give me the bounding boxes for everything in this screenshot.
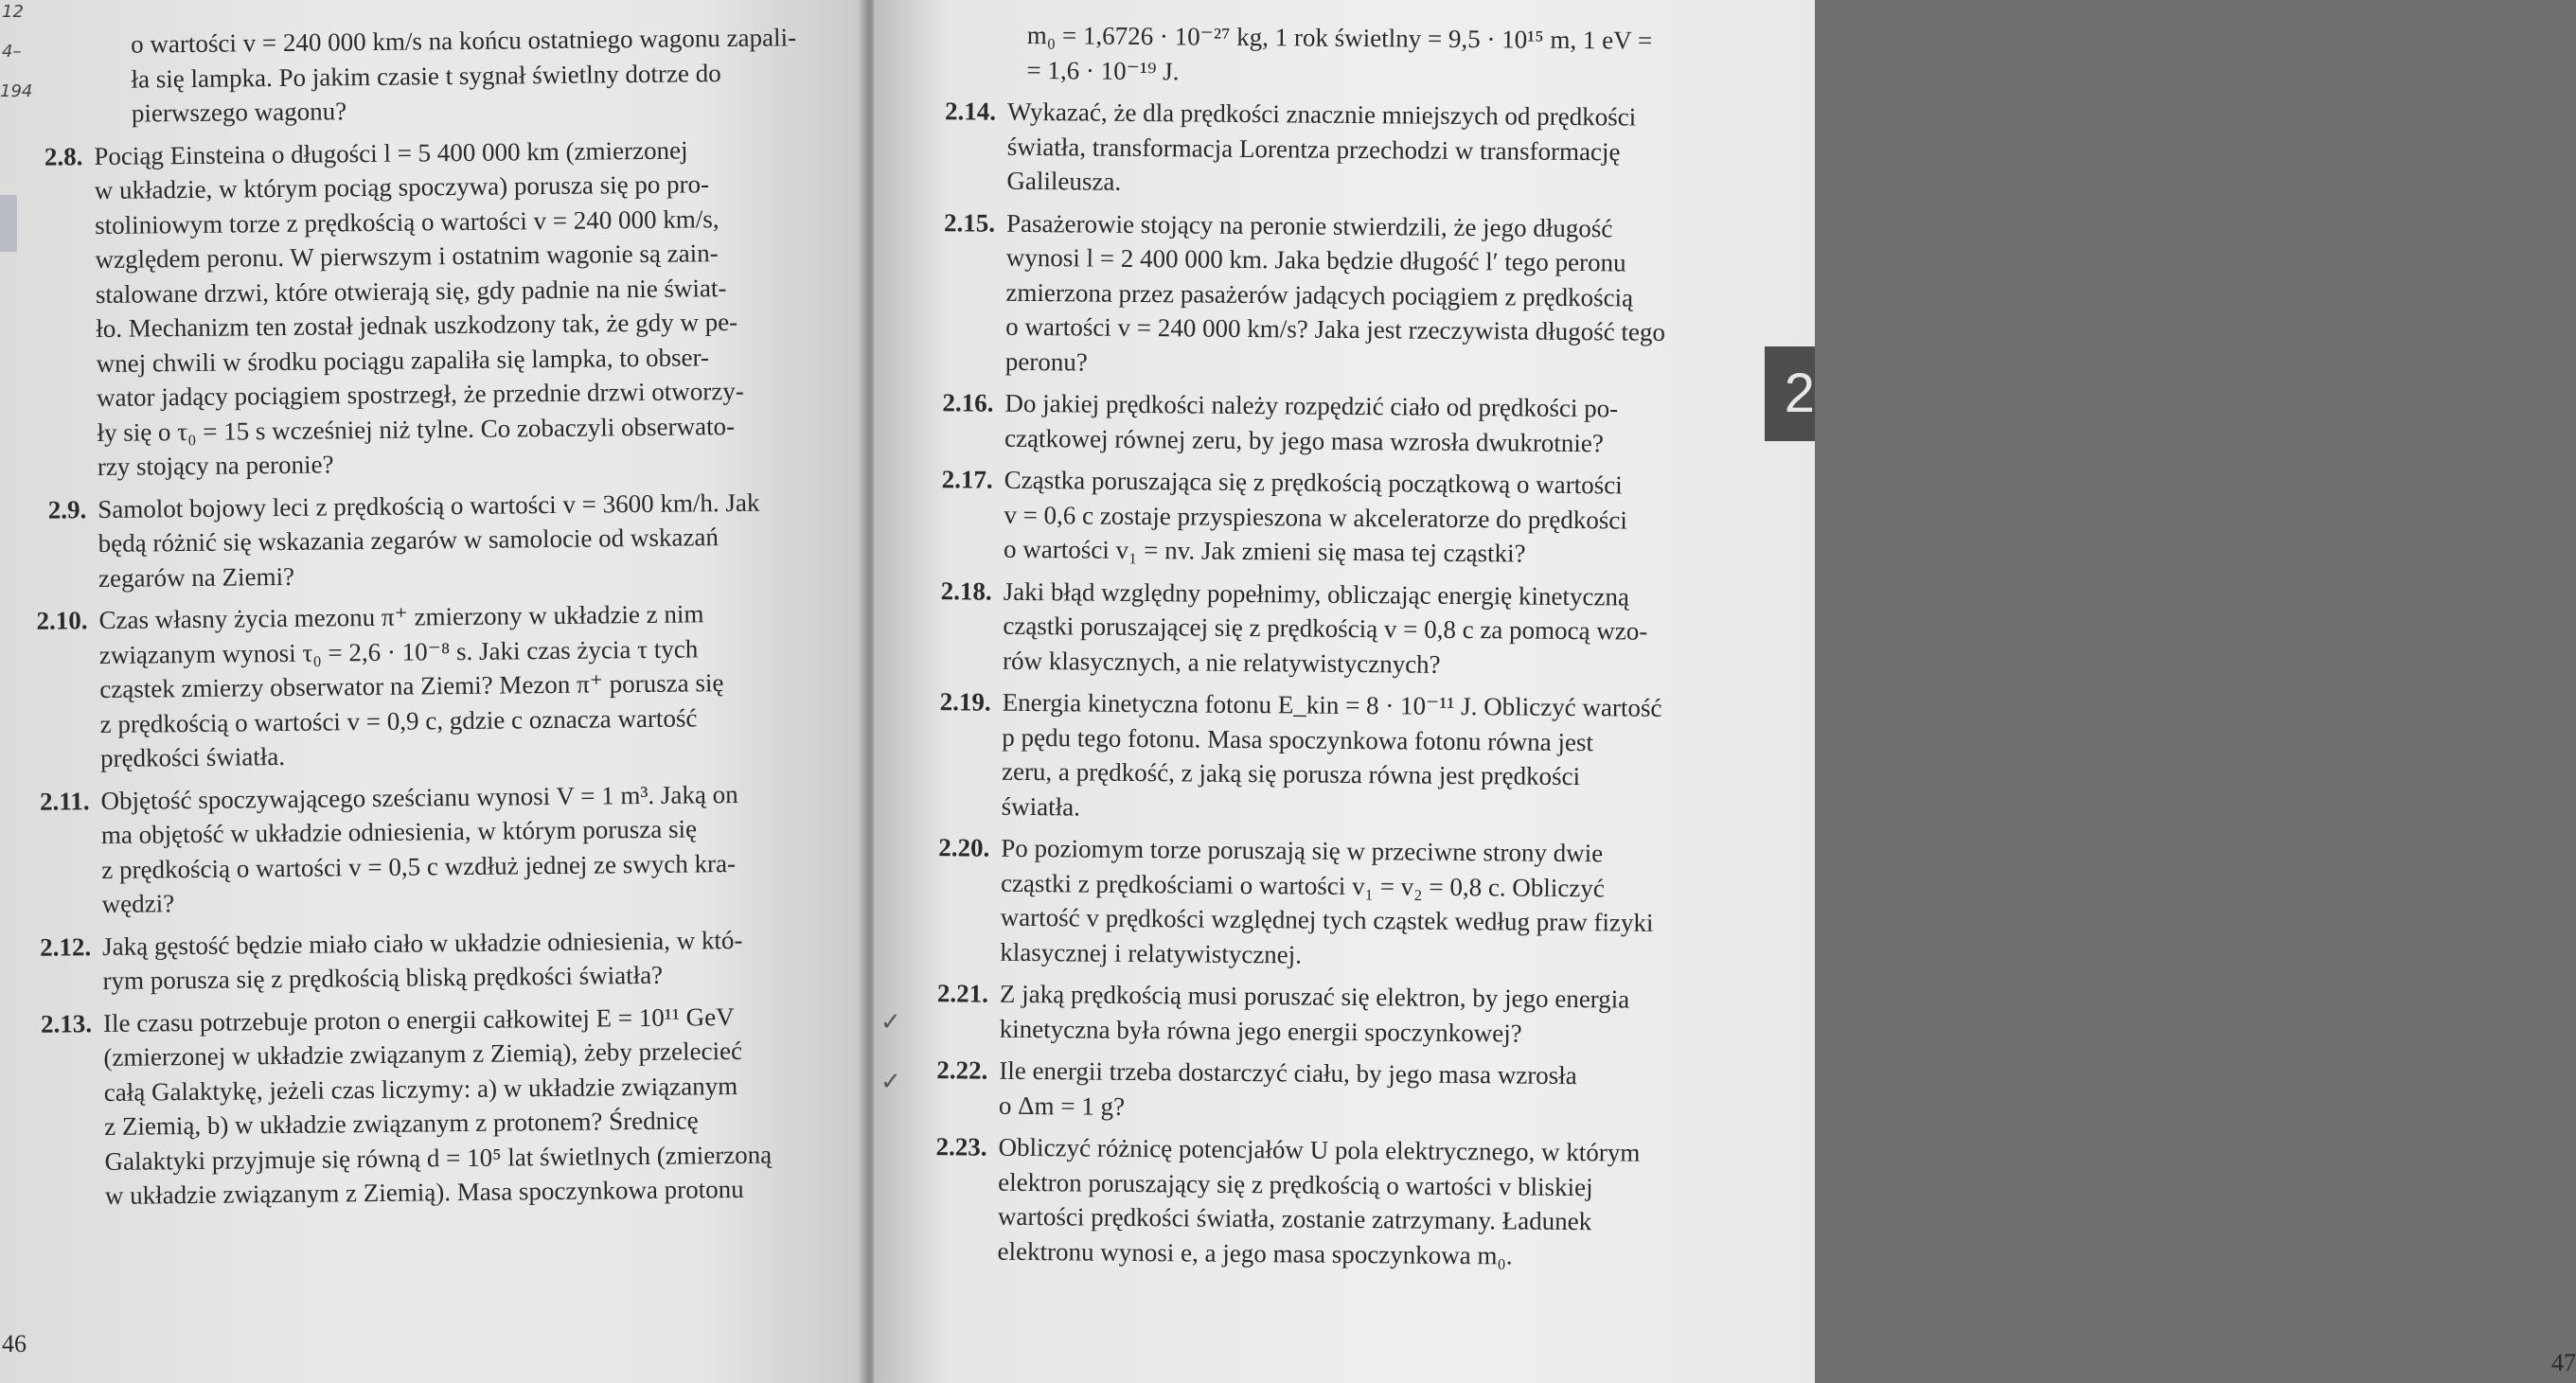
- problem-number: 2.19.: [939, 687, 991, 717]
- text-line: rzy stojący na peronie?: [97, 450, 334, 482]
- text-line: = 1,6 · 10⁻¹⁹ J.: [1026, 55, 1180, 85]
- text-line: światła, transformacja Lorentza przechodzi w transformację: [1006, 132, 1621, 166]
- continued-text: [8, 20, 842, 133]
- text-line: w układzie związanym z Ziemią). Masa spoczynkowa protonu: [104, 1174, 744, 1210]
- problem-text: [1000, 831, 1768, 976]
- text-line: (zmierzonej w układzie związanym z Ziemią), żeby przelecieć: [103, 1036, 743, 1072]
- text-line: v = 0,6 c zostaje przyspieszona w akceleratorze do prędkości: [1004, 500, 1627, 535]
- text-line: zeru, a prędkość, z jaką się porusza równa jest prędkości: [1001, 756, 1581, 791]
- problem-number: 2.9.: [47, 494, 87, 524]
- problem-2-22: [914, 1053, 1767, 1129]
- text-line: czątkowej równej zeru, by jego masa wzrosła dwukrotnie?: [1004, 423, 1604, 457]
- problem-2-11: [15, 775, 849, 922]
- problem-list: [9, 131, 853, 1214]
- text-line: Ile czasu potrzebuje proton o energii całkowitej E = 10¹¹ GeV: [102, 1002, 735, 1037]
- problem-text: [94, 131, 845, 484]
- problem-text: [1005, 205, 1774, 385]
- text-line: Pasażerowie stojący na peronie stwierdzili, że jego długość: [1005, 208, 1613, 242]
- problem-2-8: [9, 131, 845, 485]
- text-line: z prędkością o wartości v = 0,5 c wzdłuż jednej ze swych kra-: [101, 848, 737, 884]
- problem-text: [1006, 95, 1774, 205]
- text-line: prędkości światła.: [99, 741, 286, 773]
- margin-note: 4–: [2, 42, 22, 62]
- margin-note: 12: [2, 2, 24, 22]
- text-line: Energia kinetyczna fotonu E_kin = 8 · 10⁻¹¹ J. Obliczyć wartość: [1002, 687, 1662, 722]
- text-line: Pociąg Einsteina o długości l = 5 400 000 km (zmierzonej: [94, 134, 688, 170]
- text-line: Galileusza.: [1006, 166, 1122, 196]
- text-line: Cząstka poruszająca się z prędkością początkową o wartości: [1004, 465, 1623, 500]
- problem-text: [98, 595, 848, 776]
- problem-number: 2.13.: [40, 1008, 93, 1038]
- problem-2-17: [918, 462, 1771, 573]
- problem-2-14: [921, 94, 1774, 204]
- text-line: m₀ = 1,6726 · 10⁻²⁷ kg, 1 rok świetlny = 9,5 · 10¹⁵ m, 1 eV =: [1026, 20, 1653, 55]
- text-line: wartości prędkości światła, zostanie zatrzymany. Ładunek: [997, 1201, 1592, 1236]
- text-line: o wartości v₁ = nv. Jak zmieni się masa tej cząstki?: [1003, 534, 1526, 568]
- problem-number: 2.16.: [942, 388, 994, 417]
- text-line: p pędu tego fotonu. Masa spoczynkowa fotonu równa jest: [1002, 722, 1594, 756]
- problem-2-9: [12, 484, 846, 596]
- text-line: peronu?: [1004, 346, 1088, 377]
- problem-text: [1002, 685, 1769, 830]
- text-line: Z jaką prędkością musi poruszać się elektron, by jego energia: [999, 979, 1630, 1014]
- problem-text: [1004, 386, 1772, 462]
- text-line: Galaktyki przyjmuje się równą d = 10⁵ lat świetlnych (zmierzoną: [104, 1140, 773, 1176]
- problem-text: [103, 998, 853, 1213]
- text-line: o Δm = 1 g?: [998, 1090, 1126, 1121]
- problem-number: 2.12.: [40, 931, 92, 962]
- problem-text: [1000, 977, 1768, 1053]
- problem-text: [999, 1054, 1767, 1129]
- problem-number: 2.11.: [39, 786, 90, 816]
- problem-2-12: [17, 921, 851, 999]
- text-line: wynosi l = 2 400 000 km. Jaka będzie długość l′ tego peronu: [1005, 242, 1626, 277]
- text-line: Po poziomym torze poruszają się w przeciwne strony dwie: [1001, 833, 1604, 868]
- text-line: stalowane drzwi, które otwierają się, gdy padnie na nie świat-: [95, 273, 727, 309]
- problem-number: 2.10.: [36, 606, 88, 635]
- text-line: wartość v prędkości względnej tych cząstek według praw fizyki: [1000, 902, 1654, 937]
- problem-2-23: [912, 1129, 1765, 1275]
- problem-2-15: [920, 204, 1774, 384]
- text-line: zegarów na Ziemi?: [98, 561, 295, 593]
- text-line: z prędkością o wartości v = 0,9 c, gdzie c oznacza wartość: [99, 702, 698, 738]
- text-line: elektron poruszający się z prędkością o wartości v bliskiej: [998, 1167, 1593, 1201]
- page-number: 47: [2551, 1349, 2576, 1376]
- right-page: [874, 0, 2576, 1383]
- check-mark: ✓: [880, 1008, 901, 1037]
- text-line: światła.: [1001, 791, 1081, 821]
- problem-list: [912, 94, 1774, 1275]
- problem-text: [100, 775, 849, 921]
- text-line: związanym wynosi τ₀ = 2,6 · 10⁻⁸ s. Jaki czas życia τ tych: [98, 633, 699, 669]
- problem-2-13: [18, 998, 853, 1214]
- text-line: Obliczyć różnicę potencjałów U pola elektrycznego, w którym: [998, 1132, 1641, 1167]
- problem-2-20: [915, 830, 1768, 976]
- text-line: Jaką gęstość będzie miało ciało w układzie odniesienia, w któ-: [102, 925, 743, 961]
- text-line: względem peronu. W pierwszym i ostatnim wagonie są zain-: [95, 239, 719, 275]
- problem-text: [997, 1130, 1765, 1275]
- check-mark: ✓: [880, 1068, 901, 1096]
- problem-number: 2.20.: [938, 833, 990, 862]
- text-line: o wartości v = 240 000 km/s na końcu ostatniego wagonu zapali-: [131, 23, 797, 59]
- continued-text: [922, 17, 1775, 94]
- text-line: elektronu wynosi e, a jego masa spoczynkowa m₀.: [997, 1236, 1513, 1269]
- text-line: cząstek zmierzy obserwator na Ziemi? Mezon π⁺ porusza się: [99, 668, 724, 704]
- text-line: cząstki poruszającej się z prędkością v = 0,8 c za pomocą wzo-: [1003, 611, 1648, 646]
- left-page-content: [8, 20, 853, 1222]
- text-line: ła się lampka. Po jakim czasie t sygnał świetlny dotrze do: [131, 58, 721, 94]
- problem-text: [98, 484, 846, 595]
- problem-number: 2.23.: [935, 1132, 987, 1161]
- text-line: wnej chwili w środku pociągu zapaliła się lampka, to obser-: [96, 342, 710, 378]
- problem-2-18: [917, 573, 1770, 683]
- text-line: Jaki błąd względny popełnimy, obliczając energię kinetyczną: [1003, 576, 1630, 612]
- page-number: 46: [2, 1330, 27, 1357]
- problem-number: 2.22.: [936, 1055, 988, 1085]
- text-line: wator jadący pociągiem spostrzegł, że przednie drzwi otworzy-: [96, 376, 744, 413]
- text-line: Samolot bojowy leci z prędkością o wartości v = 3600 km/h. Jak: [98, 488, 760, 523]
- text-line: pierwszego wagonu?: [131, 97, 347, 128]
- text-line: klasycznej i relatywistycznej.: [1000, 937, 1303, 969]
- text-line: Czas własny życia mezonu π⁺ zmierzony w układzie z nim: [98, 599, 704, 635]
- problem-text: [1004, 463, 1771, 574]
- problem-2-21: [915, 976, 1768, 1053]
- text-line: zmierzona przez pasażerów jadących pociągiem z prędkością: [1005, 277, 1634, 312]
- chapter-tab: 2: [1765, 346, 1815, 441]
- text-line: cząstki z prędkościami o wartości v₁ = v₂ = 0,8 c. Obliczyć: [1000, 868, 1605, 902]
- text-line: Ile energii trzeba dostarczyć ciału, by jego masa wzrosła: [999, 1055, 1577, 1090]
- text-line: wędzi?: [101, 889, 175, 919]
- problem-number: 2.15.: [943, 207, 996, 238]
- problem-2-16: [919, 385, 1772, 462]
- left-page: [0, 0, 866, 1383]
- text-line: będą różnić się wskazania zegarów w samolocie od wskazań: [98, 523, 720, 559]
- text-line: rym porusza się z prędkością bliską prędkości światła?: [102, 960, 664, 996]
- text-line: Wykazać, że dla prędkości znacznie mniejszych od prędkości: [1007, 97, 1637, 132]
- text-line: całą Galaktykę, jeżeli czas liczymy: a) w układzie związanym: [103, 1071, 738, 1107]
- problem-number: 2.8.: [44, 141, 83, 171]
- text-line: Do jakiej prędkości należy rozpędzić ciało od prędkości po-: [1004, 388, 1619, 423]
- text-line: ły się o τ₀ = 15 s wcześniej niż tylne. Co zobaczyli obserwato-: [97, 411, 736, 447]
- problem-number: 2.21.: [936, 979, 989, 1008]
- text-line: Objętość spoczywającego sześcianu wynosi V = 1 m³. Jaką on: [100, 779, 738, 815]
- text-line: ma objętość w układzie odniesienia, w którym porusza się: [100, 814, 698, 850]
- right-page-content: [912, 17, 1775, 1283]
- problem-number: 2.17.: [941, 465, 993, 494]
- text-line: kinetyczna była równa jego energii spoczynkowej?: [999, 1014, 1522, 1048]
- text-line: stoliniowym torze z prędkością o wartości v = 240 000 km/s,: [95, 204, 720, 239]
- text-line: w układzie, w którym pociąg spoczywa) porusza się po pro-: [94, 169, 710, 205]
- text-line: rów klasycznych, a nie relatywistycznych?: [1002, 646, 1441, 679]
- problem-2-10: [13, 595, 848, 777]
- text-line: ło. Mechanizm ten został jednak uszkodzony tak, że gdy w pe-: [96, 307, 738, 344]
- margin-note: 194: [0, 81, 33, 101]
- problem-number: 2.18.: [940, 576, 992, 606]
- problem-text: [102, 921, 851, 998]
- text-line: z Ziemią, b) w układzie związanym z protonem? Średnicę: [103, 1106, 699, 1141]
- problem-2-19: [916, 684, 1769, 830]
- problem-text: [1003, 574, 1770, 684]
- text-line: o wartości v = 240 000 km/s? Jaka jest rzeczywista długość tego: [1005, 311, 1666, 346]
- problem-number: 2.14.: [945, 97, 997, 126]
